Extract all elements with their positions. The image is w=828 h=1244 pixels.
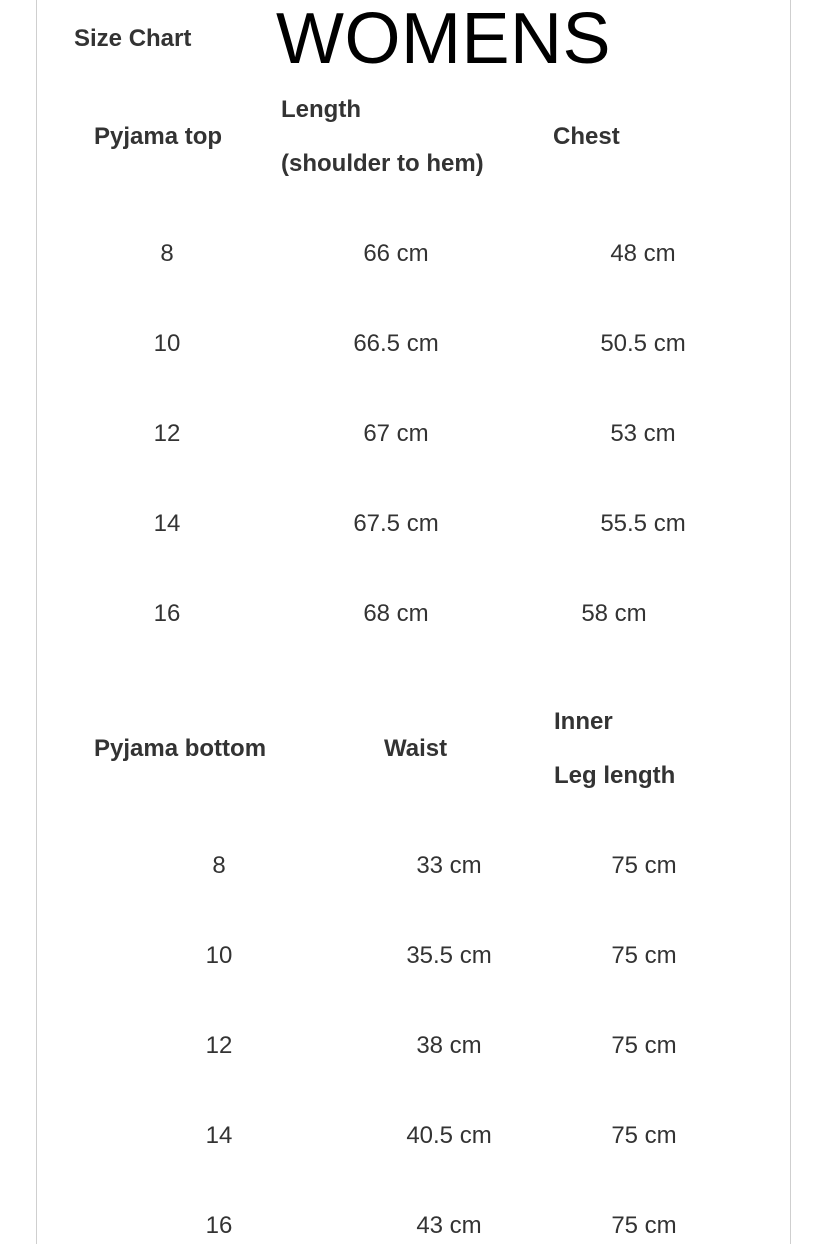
bottom-leg-cell: 75 cm	[611, 1212, 677, 1239]
bottom-size-cell: 12	[205, 1032, 233, 1059]
top-size-cell: 8	[160, 240, 174, 267]
bottom-size-cell: 16	[205, 1212, 233, 1239]
bottom-leg-cell: 75 cm	[611, 1122, 677, 1149]
top-chest-cell: 55.5 cm	[600, 510, 686, 537]
bottom-size-cell: 10	[205, 942, 233, 969]
top-chest-cell: 58 cm	[581, 600, 647, 627]
length-header-line2: (shoulder to hem)	[281, 150, 484, 177]
leg-header-line2: Leg length	[554, 762, 676, 789]
top-length-cell: 68 cm	[363, 600, 429, 627]
bottom-waist-cell: 43 cm	[416, 1212, 482, 1239]
top-size-cell: 16	[153, 600, 181, 627]
bottom-waist-cell: 35.5 cm	[406, 942, 492, 969]
bottom-leg-cell: 75 cm	[611, 1032, 677, 1059]
top-size-cell: 10	[153, 330, 181, 357]
top-length-cell: 66.5 cm	[353, 330, 439, 357]
pyjama-top-title: Pyjama top	[94, 123, 223, 150]
page-title: WOMENS	[276, 0, 611, 79]
top-chest-cell: 53 cm	[610, 420, 676, 447]
leg-header-line1: Inner	[554, 708, 613, 735]
waist-header: Waist	[384, 735, 448, 762]
top-length-cell: 67 cm	[363, 420, 429, 447]
chest-header: Chest	[553, 123, 620, 150]
bottom-leg-cell: 75 cm	[611, 942, 677, 969]
top-chest-cell: 50.5 cm	[600, 330, 686, 357]
length-header-line1: Length	[281, 96, 361, 123]
top-size-cell: 14	[153, 510, 181, 537]
bottom-size-cell: 14	[205, 1122, 233, 1149]
pyjama-bottom-title: Pyjama bottom	[94, 735, 267, 762]
bottom-waist-cell: 38 cm	[416, 1032, 482, 1059]
top-chest-cell: 48 cm	[610, 240, 676, 267]
top-length-cell: 66 cm	[363, 240, 429, 267]
top-size-cell: 12	[153, 420, 181, 447]
size-chart-label: Size Chart	[74, 25, 192, 52]
top-length-cell: 67.5 cm	[353, 510, 439, 537]
bottom-waist-cell: 33 cm	[416, 852, 482, 879]
bottom-size-cell: 8	[212, 852, 226, 879]
bottom-leg-cell: 75 cm	[611, 852, 677, 879]
bottom-waist-cell: 40.5 cm	[406, 1122, 492, 1149]
